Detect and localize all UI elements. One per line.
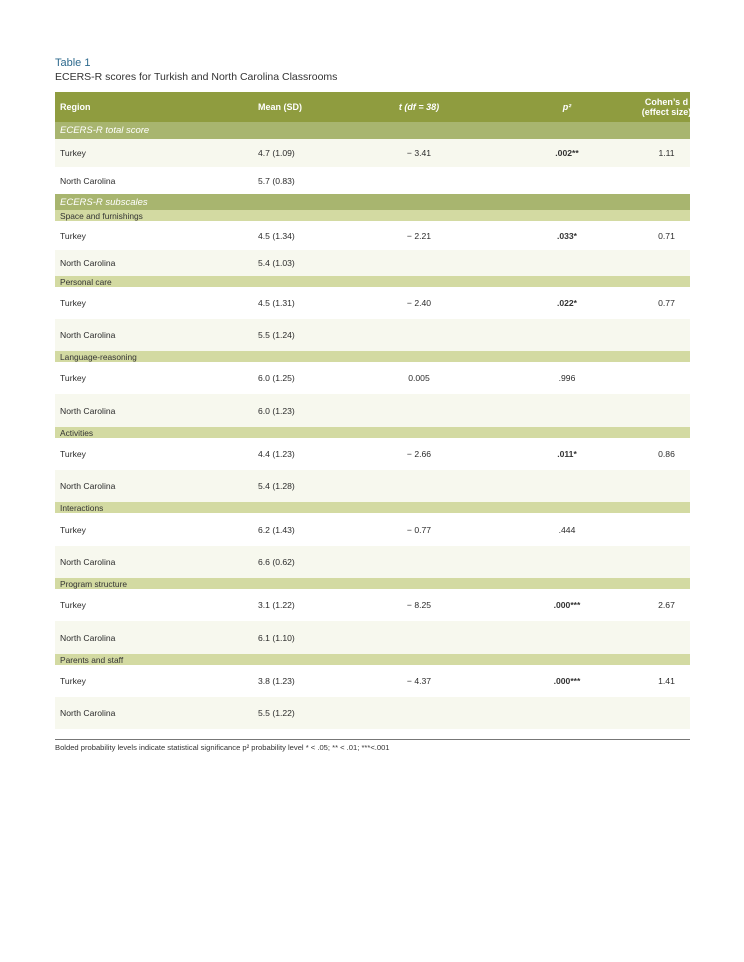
cell-mean: 4.5 (1.31) bbox=[258, 298, 295, 308]
cell-p-value: .033* bbox=[556, 230, 578, 241]
cell-region: North Carolina bbox=[60, 632, 116, 643]
subscale-name: Language-reasoning bbox=[60, 351, 137, 362]
cell-region: Turkey bbox=[60, 524, 86, 535]
cell-p bbox=[537, 589, 597, 621]
cell-mean: 5.5 (1.22) bbox=[258, 708, 295, 718]
cell-p bbox=[537, 665, 597, 697]
table-row bbox=[55, 697, 690, 729]
cell-d bbox=[640, 362, 693, 394]
cell-d: 1.41 bbox=[658, 676, 675, 686]
table-header bbox=[55, 92, 690, 122]
cell-p-value: .002** bbox=[555, 148, 579, 158]
cell-mean: 6.6 (0.62) bbox=[258, 557, 295, 567]
cell-d: 0.77 bbox=[658, 298, 675, 308]
cell-p bbox=[537, 139, 597, 167]
table-row bbox=[55, 362, 690, 394]
table-row bbox=[55, 513, 690, 546]
cell-mean: 4.7 (1.09) bbox=[258, 148, 295, 158]
cell-mean: 6.0 (1.23) bbox=[258, 405, 295, 416]
cell-region: Turkey bbox=[60, 449, 86, 459]
cell-p bbox=[537, 438, 597, 470]
cell-t bbox=[380, 697, 458, 729]
cell-t bbox=[380, 394, 458, 427]
cell-d bbox=[640, 394, 693, 427]
cell-p bbox=[537, 697, 597, 729]
cell-mean: 6.1 (1.10) bbox=[258, 632, 295, 643]
cell-p bbox=[537, 546, 597, 578]
table-row bbox=[55, 394, 690, 427]
cell-region: North Carolina bbox=[60, 405, 116, 416]
subscale-header bbox=[55, 578, 690, 589]
cell-region: North Carolina bbox=[60, 557, 116, 567]
cell-region: North Carolina bbox=[60, 175, 116, 186]
cell-p-value: .011* bbox=[557, 449, 577, 459]
cell-t bbox=[380, 250, 458, 276]
ecers-table bbox=[55, 92, 690, 729]
table-row bbox=[55, 546, 690, 578]
cell-p bbox=[537, 250, 597, 276]
cell-mean: 4.5 (1.34) bbox=[258, 230, 295, 241]
table-row bbox=[55, 665, 690, 697]
subscale-header bbox=[55, 351, 690, 362]
subscale-name: Activities bbox=[60, 427, 94, 438]
table-row bbox=[55, 438, 690, 470]
section-subscales bbox=[55, 194, 690, 210]
subscale-header bbox=[55, 654, 690, 665]
cell-mean: 5.5 (1.24) bbox=[258, 330, 295, 340]
table-row bbox=[55, 621, 690, 654]
cell-region: Turkey bbox=[60, 148, 86, 158]
cell-region: North Carolina bbox=[60, 258, 116, 268]
cell-region: North Carolina bbox=[60, 708, 116, 718]
cell-t: − 3.41 bbox=[406, 148, 432, 158]
cell-d: 0.86 bbox=[658, 449, 675, 459]
table-title: ECERS-R scores for Turkish and North Carolina Classrooms bbox=[55, 71, 338, 83]
header-d-line2: (effect size) bbox=[641, 107, 692, 117]
subscale-header bbox=[55, 502, 690, 513]
cell-p bbox=[537, 621, 597, 654]
cell-p bbox=[537, 287, 597, 319]
cell-d bbox=[640, 513, 693, 546]
table-row bbox=[55, 167, 690, 194]
section-total-title: ECERS-R total score bbox=[60, 125, 150, 136]
cell-p bbox=[537, 319, 597, 351]
header-d-line1: Cohen’s d bbox=[644, 97, 689, 107]
cell-p-value: .000*** bbox=[553, 600, 581, 610]
header-p-label: p² bbox=[562, 102, 572, 112]
cell-t: − 2.40 bbox=[406, 298, 432, 308]
header-t bbox=[380, 92, 458, 122]
cell-p-value: .022* bbox=[556, 298, 578, 308]
table-row bbox=[55, 250, 690, 276]
cell-p: .996 bbox=[558, 373, 576, 383]
subscale-header bbox=[55, 210, 690, 221]
cell-t bbox=[380, 546, 458, 578]
header-p bbox=[537, 92, 597, 122]
table-row bbox=[55, 139, 690, 167]
cell-t: − 2.66 bbox=[406, 449, 432, 459]
cell-t bbox=[380, 470, 458, 502]
subscale-name: Interactions bbox=[60, 502, 104, 513]
table-row bbox=[55, 287, 690, 319]
cell-t: − 0.77 bbox=[406, 524, 432, 535]
cell-region: Turkey bbox=[60, 230, 86, 241]
cell-region: North Carolina bbox=[60, 330, 116, 340]
cell-p bbox=[537, 167, 597, 194]
cell-mean: 6.0 (1.25) bbox=[258, 373, 295, 383]
cell-d: 1.11 bbox=[658, 148, 675, 158]
cell-d bbox=[640, 697, 693, 729]
cell-mean: 4.4 (1.23) bbox=[258, 449, 295, 459]
cell-t: 0.005 bbox=[408, 373, 430, 383]
cell-mean: 5.4 (1.03) bbox=[258, 258, 295, 268]
cell-mean: 5.4 (1.28) bbox=[258, 481, 295, 491]
header-region: Region bbox=[60, 102, 91, 112]
table-row bbox=[55, 221, 690, 250]
cell-region: Turkey bbox=[60, 373, 86, 383]
cell-d bbox=[640, 546, 693, 578]
cell-d bbox=[640, 470, 693, 502]
header-cohens-d bbox=[640, 92, 693, 122]
table-footnote: Bolded probability levels indicate statistical significance p² probability level * < .05; ** < .01; ***<.001 bbox=[55, 743, 390, 752]
subscale-name: Space and furnishings bbox=[60, 210, 143, 221]
table-label: Table 1 bbox=[55, 57, 91, 69]
cell-mean: 3.8 (1.23) bbox=[258, 676, 295, 686]
cell-d bbox=[640, 621, 693, 654]
cell-region: Turkey bbox=[60, 676, 86, 686]
table-caption bbox=[55, 57, 337, 84]
header-mean-label: Mean (SD) bbox=[258, 102, 303, 112]
cell-t bbox=[380, 319, 458, 351]
cell-d: 2.67 bbox=[658, 600, 675, 610]
cell-t bbox=[380, 167, 458, 194]
subscale-header bbox=[55, 427, 690, 438]
subscale-name: Parents and staff bbox=[60, 654, 124, 665]
table-row bbox=[55, 319, 690, 351]
cell-mean: 6.2 (1.43) bbox=[258, 524, 295, 535]
cell-mean: 3.1 (1.22) bbox=[258, 600, 295, 610]
header-t-label: t (df = 38) bbox=[398, 102, 440, 112]
cell-t: − 8.25 bbox=[406, 600, 432, 610]
cell-region: North Carolina bbox=[60, 481, 116, 491]
subscale-name: Program structure bbox=[60, 578, 128, 589]
cell-t bbox=[380, 621, 458, 654]
cell-d bbox=[640, 167, 693, 194]
cell-d bbox=[640, 319, 693, 351]
table-row bbox=[55, 589, 690, 621]
cell-d bbox=[640, 250, 693, 276]
header-mean bbox=[258, 92, 302, 122]
cell-region: Turkey bbox=[60, 298, 86, 308]
table-bottom-rule bbox=[55, 739, 690, 740]
section-subscales-title: ECERS-R subscales bbox=[60, 196, 148, 208]
subscale-name: Personal care bbox=[60, 276, 112, 287]
subscale-header bbox=[55, 276, 690, 287]
cell-p bbox=[537, 470, 597, 502]
cell-p-value: .000*** bbox=[553, 676, 581, 686]
table-row bbox=[55, 470, 690, 502]
cell-d: 0.71 bbox=[658, 230, 675, 241]
cell-p bbox=[537, 221, 597, 250]
cell-t: − 4.37 bbox=[406, 676, 432, 686]
cell-region: Turkey bbox=[60, 600, 86, 610]
section-total bbox=[55, 122, 690, 139]
cell-p bbox=[537, 394, 597, 427]
cell-p: .444 bbox=[558, 524, 576, 535]
cell-mean: 5.7 (0.83) bbox=[258, 175, 295, 186]
cell-t: − 2.21 bbox=[406, 230, 432, 241]
